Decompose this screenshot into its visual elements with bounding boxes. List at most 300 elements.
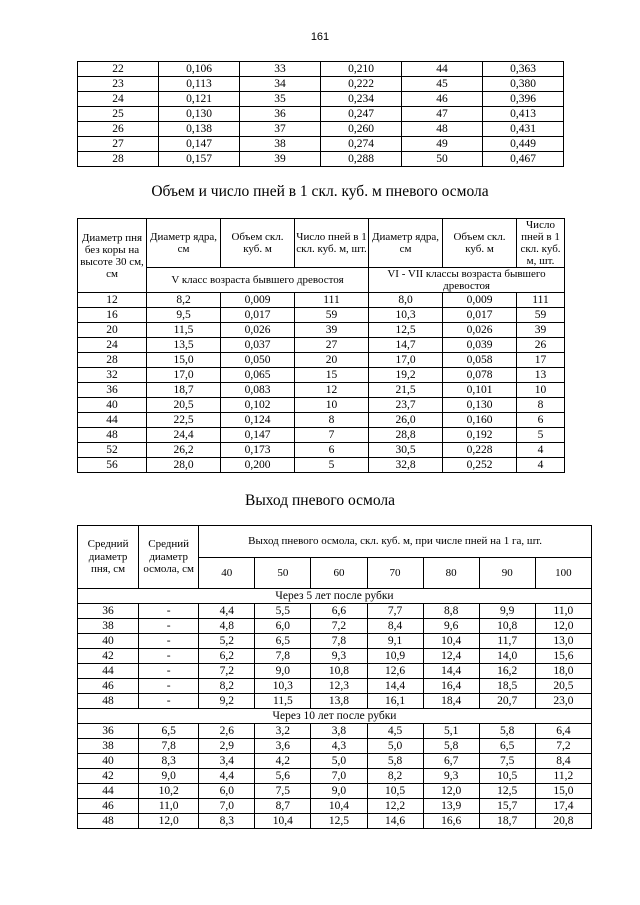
table-cell: 13,9 (423, 799, 479, 814)
table-cell: 7,5 (255, 784, 311, 799)
table-cell: 6,5 (479, 739, 535, 754)
table-cell: 8,3 (199, 814, 255, 829)
table-cell: 12,5 (369, 323, 443, 338)
stump-yield-title: Выход пневого осмола (245, 492, 395, 509)
table-cell: 8,7 (255, 799, 311, 814)
header-stump-count-per-ha: 60 (311, 558, 367, 589)
table-row (78, 383, 565, 398)
table-cell: 20,5 (147, 398, 221, 413)
table-cell: 10,5 (367, 784, 423, 799)
table-cell: 5,8 (423, 739, 479, 754)
table-cell: 39 (517, 323, 565, 338)
table-cell: 26,0 (369, 413, 443, 428)
table-cell: 16,1 (367, 694, 423, 709)
table-row (78, 413, 565, 428)
table-cell: 15,0 (147, 353, 221, 368)
header-stump-count-per-ha: 100 (535, 558, 591, 589)
table-row (78, 724, 592, 739)
table-cell: 7,2 (535, 739, 591, 754)
table-cell: 4,4 (199, 769, 255, 784)
table-cell: 9,0 (255, 664, 311, 679)
header-age-class-v: V класс возраста бывшего древостоя (147, 268, 369, 293)
table-cell: 9,0 (139, 769, 199, 784)
table-cell: 59 (517, 308, 565, 323)
table-cell: 27 (78, 137, 159, 152)
table-cell: 39 (295, 323, 369, 338)
table-cell: 17,0 (147, 368, 221, 383)
table-cell: 12,6 (367, 664, 423, 679)
table-row (78, 137, 564, 152)
header-volume: Объем скл. куб. м (221, 219, 295, 268)
table-cell: 22,5 (147, 413, 221, 428)
table-cell: 26,2 (147, 443, 221, 458)
table-cell: 0,078 (443, 368, 517, 383)
table-row (78, 368, 565, 383)
table-cell: 52 (78, 443, 147, 458)
table-cell: 2,9 (199, 739, 255, 754)
table-cell: 7,2 (199, 664, 255, 679)
table-row (78, 769, 592, 784)
table-cell: 11,5 (255, 694, 311, 709)
table-cell: 0,260 (321, 122, 402, 137)
table-cell: 8,2 (367, 769, 423, 784)
table-cell: 15,6 (535, 649, 591, 664)
table-row (78, 308, 565, 323)
table-cell: 46 (402, 92, 483, 107)
table-row (78, 634, 592, 649)
table-cell: 0,147 (221, 428, 295, 443)
table-cell: 11,0 (535, 604, 591, 619)
table-cell: 0,102 (221, 398, 295, 413)
table-cell: 50 (402, 152, 483, 167)
table-cell: 0,124 (221, 413, 295, 428)
table-cell: 9,3 (311, 649, 367, 664)
table-cell: 17,0 (369, 353, 443, 368)
table-cell: 42 (78, 769, 139, 784)
table-cell: 36 (240, 107, 321, 122)
table-cell: 47 (402, 107, 483, 122)
table-cell: 0,380 (483, 77, 564, 92)
table-cell: 11,5 (147, 323, 221, 338)
table-cell: 3,4 (199, 754, 255, 769)
table-cell: 0,192 (443, 428, 517, 443)
table-cell: 7,8 (139, 739, 199, 754)
header-stump-count-2: Число пней в 1 скл. куб. м, шт. (517, 219, 565, 268)
table-cell: 44 (78, 784, 139, 799)
section-10-years: Через 10 лет после рубки (78, 709, 592, 724)
table-cell: - (139, 694, 199, 709)
table-cell: 6,0 (199, 784, 255, 799)
table-cell: 59 (295, 308, 369, 323)
table-cell: 13,8 (311, 694, 367, 709)
table-cell: 0,210 (321, 62, 402, 77)
table-cell: 20,5 (535, 679, 591, 694)
table-cell: 0,252 (443, 458, 517, 473)
table-cell: 32 (78, 368, 147, 383)
table-cell: 12,0 (423, 784, 479, 799)
table-cell: 10,8 (479, 619, 535, 634)
table-cell: 28,8 (369, 428, 443, 443)
table-cell: 20,8 (535, 814, 591, 829)
table-cell: 16,4 (423, 679, 479, 694)
table-cell: 20 (78, 323, 147, 338)
table-cell: 10 (295, 398, 369, 413)
table-row (78, 62, 564, 77)
table-cell: 0,101 (443, 383, 517, 398)
table-cell: 30,5 (369, 443, 443, 458)
table-cell: 12,3 (311, 679, 367, 694)
table-row (78, 77, 564, 92)
table-cell: 111 (517, 293, 565, 308)
table-cell: 3,2 (255, 724, 311, 739)
table-cell: 0,431 (483, 122, 564, 137)
table-cell: 111 (295, 293, 369, 308)
table-cell: 7,0 (199, 799, 255, 814)
table-cell: 19,2 (369, 368, 443, 383)
table-cell: 8,2 (199, 679, 255, 694)
table-cell: 14,6 (367, 814, 423, 829)
table-cell: 4,2 (255, 754, 311, 769)
table-cell: 26 (517, 338, 565, 353)
table-cell: 10,4 (255, 814, 311, 829)
table-cell: 6,5 (255, 634, 311, 649)
table-cell: 34 (240, 77, 321, 92)
table-row (78, 679, 592, 694)
table-cell: 11,7 (479, 634, 535, 649)
table-cell: 0,058 (443, 353, 517, 368)
table-cell: 10,3 (369, 308, 443, 323)
table-cell: 36 (78, 383, 147, 398)
table-cell: 49 (402, 137, 483, 152)
table-cell: 44 (78, 413, 147, 428)
table-cell: 6,4 (535, 724, 591, 739)
table-row (78, 649, 592, 664)
table-cell: 7,8 (255, 649, 311, 664)
table-cell: 5 (517, 428, 565, 443)
table-cell: 0,009 (221, 293, 295, 308)
table-cell: 16,6 (423, 814, 479, 829)
table-row (78, 784, 592, 799)
table-cell: 10,4 (423, 634, 479, 649)
table-cell: 15,0 (535, 784, 591, 799)
table-cell: 6,7 (423, 754, 479, 769)
table-cell: 12,0 (139, 814, 199, 829)
table-cell: 0,396 (483, 92, 564, 107)
table-cell: 0,413 (483, 107, 564, 122)
table-cell: 48 (78, 694, 139, 709)
stump-volume-table (77, 218, 565, 473)
table-cell: 0,009 (443, 293, 517, 308)
table-cell: 4,8 (199, 619, 255, 634)
table-row (78, 338, 565, 353)
table-cell: 20 (295, 353, 369, 368)
table-cell: 8,0 (369, 293, 443, 308)
table-cell: 0,160 (443, 413, 517, 428)
table-cell: 9,6 (423, 619, 479, 634)
table-cell: 33 (240, 62, 321, 77)
header-stump-count: Число пней в 1 скл. куб. м, шт. (295, 219, 369, 268)
header-yield: Выход пневого осмола, скл. куб. м, при числе пней на 1 га, шт. (199, 526, 592, 558)
table-cell: 15 (295, 368, 369, 383)
table-cell: 36 (78, 604, 139, 619)
table-cell: 42 (78, 649, 139, 664)
table-cell: 44 (402, 62, 483, 77)
table-cell: 36 (78, 724, 139, 739)
table-cell: 6 (517, 413, 565, 428)
table-cell: 17 (517, 353, 565, 368)
table-cell: 48 (78, 428, 147, 443)
table-cell: 10,2 (139, 784, 199, 799)
table-cell: 28 (78, 152, 159, 167)
table-row (78, 814, 592, 829)
table-cell: 20,7 (479, 694, 535, 709)
table-cell: 0,026 (221, 323, 295, 338)
table-cell: 0,065 (221, 368, 295, 383)
table-cell: 27 (295, 338, 369, 353)
table-cell: 21,5 (369, 383, 443, 398)
table-cell: 12,5 (479, 784, 535, 799)
table-cell: 9,2 (199, 694, 255, 709)
table-cell: 38 (78, 619, 139, 634)
table-cell: 4,3 (311, 739, 367, 754)
table-cell: 0,026 (443, 323, 517, 338)
table-cell: 4 (517, 458, 565, 473)
table-cell: 15,7 (479, 799, 535, 814)
table-cell: 39 (240, 152, 321, 167)
table-cell: 14,4 (367, 679, 423, 694)
table-cell: 10,5 (479, 769, 535, 784)
table-cell: 8,4 (367, 619, 423, 634)
table-cell: 9,3 (423, 769, 479, 784)
table-cell: 13,0 (535, 634, 591, 649)
table-cell: 25 (78, 107, 159, 122)
table-cell: 0,274 (321, 137, 402, 152)
table-cell: 46 (78, 799, 139, 814)
table-row (78, 152, 564, 167)
table-cell: 26 (78, 122, 159, 137)
table-cell: 44 (78, 664, 139, 679)
table-cell: 14,0 (479, 649, 535, 664)
table-cell: - (139, 679, 199, 694)
table-cell: 12,5 (311, 814, 367, 829)
table-cell: 0,222 (321, 77, 402, 92)
table-cell: 8,4 (535, 754, 591, 769)
table-cell: 4,4 (199, 604, 255, 619)
table-cell: 12,4 (423, 649, 479, 664)
section-row (78, 709, 592, 724)
table-cell: 0,017 (443, 308, 517, 323)
table-cell: 7 (295, 428, 369, 443)
table-cell: 5,0 (311, 754, 367, 769)
table-cell: 3,8 (311, 724, 367, 739)
table-cell: 4 (517, 443, 565, 458)
table-row (78, 353, 565, 368)
table-cell: 48 (78, 814, 139, 829)
table-cell: 7,0 (311, 769, 367, 784)
table-row (78, 694, 592, 709)
table-cell: 38 (240, 137, 321, 152)
table-cell: 5,0 (367, 739, 423, 754)
table-cell: 0,157 (159, 152, 240, 167)
stump-yield-table (77, 525, 592, 829)
table-cell: 9,0 (311, 784, 367, 799)
header-stump-count-per-ha: 70 (367, 558, 423, 589)
table-cell: 6,2 (199, 649, 255, 664)
table-cell: 11,2 (535, 769, 591, 784)
section-5-years: Через 5 лет после рубки (78, 589, 592, 604)
table-cell: 35 (240, 92, 321, 107)
table-cell: 14,7 (369, 338, 443, 353)
table-cell: 8,3 (139, 754, 199, 769)
table-cell: 28 (78, 353, 147, 368)
table-cell: - (139, 649, 199, 664)
table-cell: 24,4 (147, 428, 221, 443)
table-cell: 14,4 (423, 664, 479, 679)
table-cell: 12,0 (535, 619, 591, 634)
table-row (78, 323, 565, 338)
table-cell: 40 (78, 754, 139, 769)
table-cell: 0,106 (159, 62, 240, 77)
table-cell: 0,228 (443, 443, 517, 458)
table-cell: 0,247 (321, 107, 402, 122)
table-cell: 18,5 (479, 679, 535, 694)
table-cell: 45 (402, 77, 483, 92)
table-cell: 37 (240, 122, 321, 137)
table-cell: 7,2 (311, 619, 367, 634)
table-cell: 7,5 (479, 754, 535, 769)
volume-table-continuation (77, 61, 564, 167)
table-row (78, 92, 564, 107)
header-stump-count-per-ha: 90 (479, 558, 535, 589)
table-row (78, 619, 592, 634)
table-cell: 0,017 (221, 308, 295, 323)
table-cell: 7,8 (311, 634, 367, 649)
table-cell: 40 (78, 634, 139, 649)
table-cell: 12,2 (367, 799, 423, 814)
table-row (78, 443, 565, 458)
header-core-diameter-2: Диаметр ядра, см (369, 219, 443, 268)
table-cell: 13,5 (147, 338, 221, 353)
table-cell: 0,130 (159, 107, 240, 122)
table-cell: 17,4 (535, 799, 591, 814)
table-cell: 5,8 (367, 754, 423, 769)
header-avg-stump-diameter: Средний диаметр пня, см (78, 526, 139, 589)
table-row (78, 428, 565, 443)
table-cell: 10,3 (255, 679, 311, 694)
header-stump-diameter: Диаметр пня без коры на высоте 30 см, см (78, 219, 147, 293)
table-cell: 10,8 (311, 664, 367, 679)
table-cell: 5,5 (255, 604, 311, 619)
table-cell: 10,4 (311, 799, 367, 814)
table-cell: 0,449 (483, 137, 564, 152)
table-cell: 48 (402, 122, 483, 137)
table-cell: 0,130 (443, 398, 517, 413)
table-cell: 6,6 (311, 604, 367, 619)
table-cell: 9,9 (479, 604, 535, 619)
table-cell: 13 (517, 368, 565, 383)
table-cell: - (139, 664, 199, 679)
table-cell: 0,363 (483, 62, 564, 77)
header-stump-count-per-ha: 50 (255, 558, 311, 589)
table-cell: 9,1 (367, 634, 423, 649)
table-cell: 7,7 (367, 604, 423, 619)
header-stump-count-per-ha: 80 (423, 558, 479, 589)
table-cell: 0,138 (159, 122, 240, 137)
table-cell: 2,6 (199, 724, 255, 739)
table-row (78, 293, 565, 308)
table-cell: 24 (78, 338, 147, 353)
table-cell: - (139, 604, 199, 619)
table-cell: 5,6 (255, 769, 311, 784)
table-row (78, 604, 592, 619)
table-row (78, 754, 592, 769)
table-cell: 0,039 (443, 338, 517, 353)
table-cell: 24 (78, 92, 159, 107)
table-cell: 28,0 (147, 458, 221, 473)
table-row (78, 398, 565, 413)
table-row (78, 122, 564, 137)
section-row (78, 589, 592, 604)
table-cell: 5,1 (423, 724, 479, 739)
table-cell: 4,5 (367, 724, 423, 739)
table-cell: 0,200 (221, 458, 295, 473)
table-cell: 8 (295, 413, 369, 428)
table-cell: 8,8 (423, 604, 479, 619)
table-row (78, 739, 592, 754)
table-cell: 40 (78, 398, 147, 413)
table-cell: 16,2 (479, 664, 535, 679)
table-cell: 23 (78, 77, 159, 92)
stump-volume-title: Объем и число пней в 1 скл. куб. м пневого осмола (151, 183, 489, 200)
table-cell: 0,037 (221, 338, 295, 353)
table-cell: 0,467 (483, 152, 564, 167)
table-cell: 18,4 (423, 694, 479, 709)
table-cell: 8 (517, 398, 565, 413)
table-cell: 5,2 (199, 634, 255, 649)
table-cell: 0,288 (321, 152, 402, 167)
table-cell: 10,9 (367, 649, 423, 664)
table-cell: 23,7 (369, 398, 443, 413)
table-cell: - (139, 619, 199, 634)
table-cell: 6,0 (255, 619, 311, 634)
table-cell: 6,5 (139, 724, 199, 739)
table-cell: 0,050 (221, 353, 295, 368)
table-cell: 38 (78, 739, 139, 754)
table-row (78, 664, 592, 679)
table-cell: 10 (517, 383, 565, 398)
page-number: 161 (310, 31, 330, 43)
header-age-class-vi-vii: VI - VII классы возраста бывшего древостоя (369, 268, 565, 293)
table-cell: 0,121 (159, 92, 240, 107)
table-cell: 12 (78, 293, 147, 308)
table-cell: 8,2 (147, 293, 221, 308)
table-cell: 0,234 (321, 92, 402, 107)
table-cell: - (139, 634, 199, 649)
table-cell: 18,7 (479, 814, 535, 829)
table-cell: 0,083 (221, 383, 295, 398)
table-cell: 5 (295, 458, 369, 473)
table-row (78, 107, 564, 122)
table-cell: 0,173 (221, 443, 295, 458)
table-cell: 56 (78, 458, 147, 473)
header-avg-resin-diameter: Средний диаметр осмола, см (139, 526, 199, 589)
header-volume-2: Объем скл. куб. м (443, 219, 517, 268)
table-cell: 0,147 (159, 137, 240, 152)
table-cell: 12 (295, 383, 369, 398)
table-row (78, 458, 565, 473)
table-cell: 0,113 (159, 77, 240, 92)
table-cell: 16 (78, 308, 147, 323)
